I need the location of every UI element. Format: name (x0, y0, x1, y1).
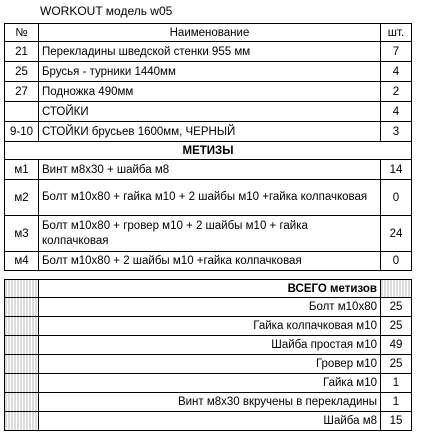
table-row (5, 355, 412, 374)
fastener-name[interactable]: Болт м10х80 + гровер м10 + 2 шайбы м10 + гайка колпачковая (39, 216, 381, 252)
total-qty[interactable]: 25 (381, 355, 412, 374)
totals-shaded-cell (5, 393, 39, 412)
fasteners-title-row (5, 142, 412, 160)
part-qty[interactable]: 2 (381, 82, 412, 102)
table-row (5, 122, 412, 142)
fastener-qty[interactable]: 0 (381, 180, 412, 216)
table-row (5, 252, 412, 271)
fastener-num[interactable]: м3 (5, 216, 39, 252)
totals-title-row (5, 280, 412, 298)
header-qty[interactable]: шт. (381, 24, 412, 42)
total-name[interactable]: Гровер м10 (39, 355, 381, 374)
total-qty[interactable]: 15 (381, 412, 412, 431)
totals-shaded-cell (5, 336, 39, 355)
table-row (5, 317, 412, 336)
total-name[interactable]: Винт м8х30 вкручены в перекладины (39, 393, 381, 412)
part-qty[interactable]: 7 (381, 42, 412, 62)
part-name[interactable]: СТОЙКИ брусьев 1600мм, ЧЕРНЫЙ (39, 122, 381, 142)
table-row (5, 42, 412, 62)
part-qty[interactable]: 3 (381, 122, 412, 142)
header-name[interactable]: Наименование (39, 24, 381, 42)
fastener-qty[interactable]: 14 (381, 160, 412, 180)
part-name[interactable]: Перекладины шведской стенки 955 мм (39, 42, 381, 62)
part-num[interactable]: 9-10 (5, 122, 39, 142)
total-name[interactable]: Гайка м10 (39, 374, 381, 393)
total-qty[interactable]: 1 (381, 393, 412, 412)
fastener-name[interactable]: Болт м10х80 + 2 шайбы м10 +гайка колпачковая (39, 252, 381, 271)
fastener-qty[interactable]: 24 (381, 216, 412, 252)
part-qty[interactable]: 4 (381, 102, 412, 122)
total-qty[interactable]: 49 (381, 336, 412, 355)
part-name[interactable]: Брусья - турники 1440мм (39, 62, 381, 82)
total-name[interactable]: Шайба м8 (39, 412, 381, 431)
fastener-name[interactable]: Винт м8х30 + шайба м8 (39, 160, 381, 180)
totals-shaded-cell (5, 317, 39, 336)
part-num[interactable]: 25 (5, 62, 39, 82)
totals-shaded-cell (5, 298, 39, 317)
part-name[interactable]: СТОЙКИ (39, 102, 381, 122)
table-row (5, 298, 412, 317)
table-row (5, 62, 412, 82)
table-row (5, 216, 412, 252)
fastener-num[interactable]: м1 (5, 160, 39, 180)
header-num[interactable]: № (5, 24, 39, 42)
part-name[interactable]: Подножка 490мм (39, 82, 381, 102)
table-row (5, 102, 412, 122)
total-qty[interactable]: 25 (381, 317, 412, 336)
total-name[interactable]: Гайка колпачковая м10 (39, 317, 381, 336)
table-row (5, 412, 412, 431)
totals-title[interactable]: ВСЕГО метизов (39, 280, 381, 298)
parts-table (4, 23, 412, 271)
total-name[interactable]: Шайба простая м10 (39, 336, 381, 355)
fasteners-title[interactable]: МЕТИЗЫ (5, 142, 412, 160)
part-qty[interactable]: 4 (381, 62, 412, 82)
totals-shaded-cell (5, 412, 39, 431)
table-row (5, 160, 412, 180)
table-row (5, 393, 412, 412)
table-row (5, 180, 412, 216)
totals-shaded-cell (5, 374, 39, 393)
fastener-num[interactable]: м4 (5, 252, 39, 271)
header-row (5, 24, 412, 42)
total-name[interactable]: Болт м10х80 (39, 298, 381, 317)
table-row (5, 82, 412, 102)
totals-shaded-cell (381, 280, 412, 298)
totals-shaded-cell (5, 280, 39, 298)
part-num[interactable] (5, 102, 39, 122)
total-qty[interactable]: 25 (381, 298, 412, 317)
fastener-num[interactable]: м2 (5, 180, 39, 216)
totals-table (4, 279, 412, 431)
part-num[interactable]: 27 (5, 82, 39, 102)
part-num[interactable]: 21 (5, 42, 39, 62)
totals-shaded-cell (5, 355, 39, 374)
table-row (5, 374, 412, 393)
fastener-qty[interactable]: 0 (381, 252, 412, 271)
table-row (5, 336, 412, 355)
sheet-title: WORKOUT модель w05 (40, 4, 173, 18)
total-qty[interactable]: 1 (381, 374, 412, 393)
fastener-name[interactable]: Болт м10х80 + гайка м10 + 2 шайбы м10 +гайка колпачковая (39, 180, 381, 216)
